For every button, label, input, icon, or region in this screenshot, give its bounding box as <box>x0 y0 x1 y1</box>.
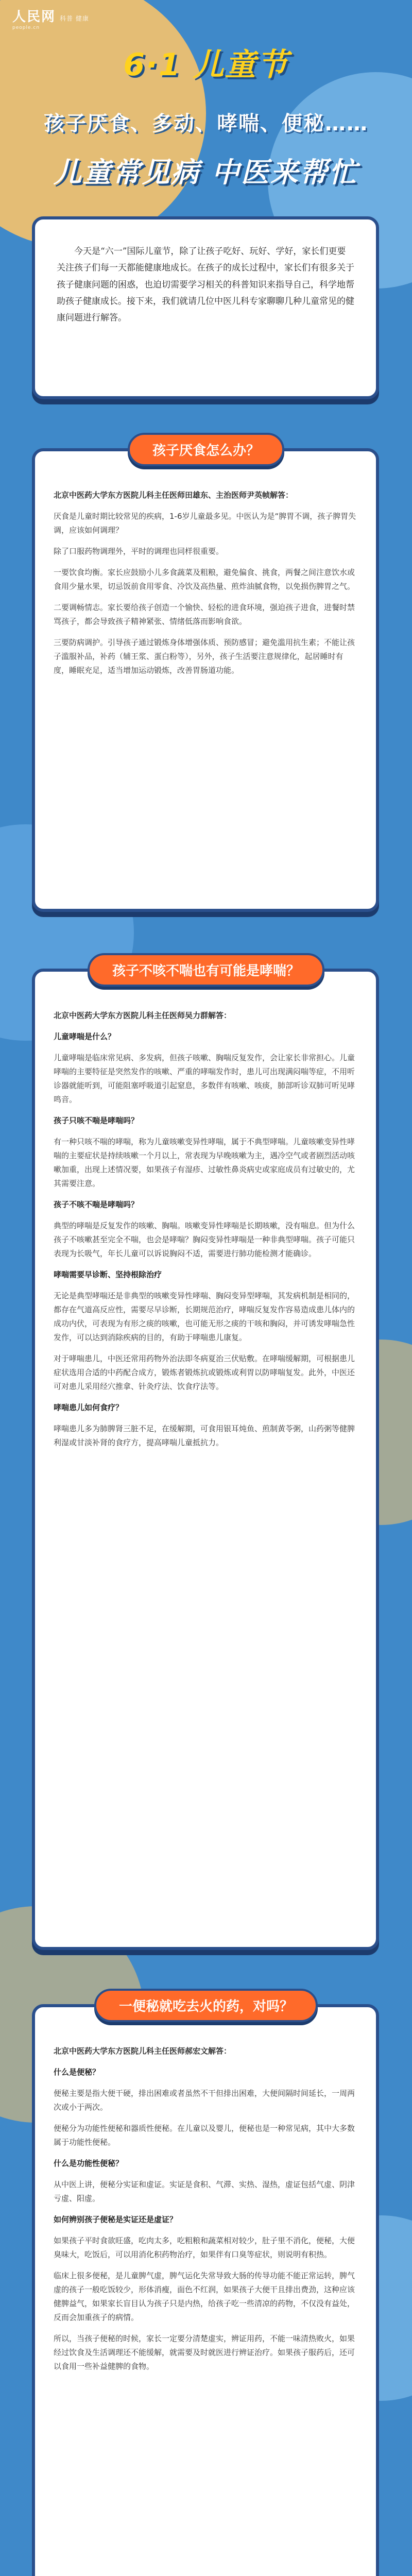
section-paragraph: 便秘主要是指大便干硬，排出困难或者虽然不干但排出困难，大便间隔时间延长，一周两次或小于两次。 <box>54 2089 355 2112</box>
section-paragraph: 一要饮食均衡。家长应鼓励小儿多食蔬菜及粗粮，避免偏食、挑食，两餐之间注意饮水或食用少量水果，切忌饭前食用零食、冷饮及高热量、煎炸油腻食物，以免损伤脾胃之气。 <box>54 568 355 591</box>
section-paragraph: 典型的哮喘是反复发作的咳嗽、胸喘。咳嗽变异性哮喘是长期咳嗽，没有喘息。但为什么孩子不咳嗽甚至完全不喘，也会是哮喘？胸闷变异性哮喘是一种非典型哮喘。孩子可能只表现为长吸气，年长儿童可以诉说胸闷不适，需要进行肺功能检测才能确诊。 <box>54 1221 355 1258</box>
section-question: 如何辨别孩子便秘是实证还是虚证？ <box>54 2215 178 2224</box>
section-paragraph: 如果孩子平时食欲旺盛，吃肉太多，吃粗粮和蔬菜相对较少，肚子里不消化，便秘，大便臭味大，吃饭后，可以用消化积药物治疗，如果伴有口臭等症状，则说明有积热。 <box>54 2236 355 2259</box>
section-card <box>32 2004 379 2576</box>
section-title: 孩子不咳不喘也有可能是哮喘？ <box>88 953 324 987</box>
section-title: 一便秘就吃去火的药，对吗？ <box>94 1989 318 2022</box>
section-paragraph: 对于哮喘患儿，中医还常用药物外治法即冬病夏治三伏贴敷。在哮喘缓解期，可根据患儿症状选用合适的中药配合成方，锻炼者锻炼抗或锻炼或利胃以防哮喘复发。此外，中医还可对患儿采用经穴推拿、针灸疗法、饮食疗法等。 <box>54 1354 355 1391</box>
section-paragraph: 厌食是儿童时期比较常见的疾病，1-6岁儿童最多见。中医认为是“脾胃不调，孩子脾胃失调，应该如何调理？ <box>54 512 356 535</box>
section-question: 哮喘患儿如何食疗？ <box>54 1403 124 1412</box>
section-question: 儿童哮喘是什么？ <box>54 1032 116 1041</box>
logo-extra-text: 科普 健康 <box>60 15 89 22</box>
section-paragraph: 哮喘患儿多为肺脾肾三脏不足，在缓解期，可食用银耳炖鱼、煎制黄苓粥，山药粥等健脾利湿或甘淡补肾的食疗方，提高哮喘儿童抵抗力。 <box>54 1424 355 1447</box>
logo-sub-text: people.cn <box>12 25 40 30</box>
section-title: 孩子厌食怎么办？ <box>128 433 284 466</box>
section-source: 北京中医药大学东方医院儿科主任医师田雄东、主治医师尹英帧解答： <box>54 490 294 500</box>
intro-card <box>32 216 379 399</box>
section-paragraph: 无论是典型哮喘还是非典型的咳嗽变异性哮喘、胸闷变异型哮喘，其发病机制是相同的，都存在气道高反应性，需要尽早诊断，长期规范治疗，哮喘反复发作容易造成患儿体内的成功内伏，可表现为有形之痰的咳嗽，也可能无形之痰的干咳和胸闷，并可诱发哮喘急性发作，可以达到消除疾病的目的，有助于哮喘患儿康复。 <box>54 1291 355 1342</box>
section-card <box>32 448 379 912</box>
section-source: 北京中医药大学东方医院儿科主任医师吴力群解答： <box>54 1011 232 1020</box>
brand-logo <box>12 6 89 30</box>
section-paragraph: 从中医上讲，便秘分实证和虚证。实证是食积、气滞、实热、湿热，虚证包括气虚、阴津亏虚、阳虚。 <box>54 2180 355 2203</box>
section-source: 北京中医药大学东方医院儿科主任医师郝宏文解答： <box>54 2046 232 2056</box>
section-paragraph: 三要防病调护。引导孩子通过锻炼身体增强体质、预防感冒；避免滥用抗生素；不能让孩子滥服补品，补药（辅王浆、蛋白粉等），另外，孩子生活要注意规律化，起居睡时有度，睡眠充足，适当增加运动锻炼，改善胃肠道功能。 <box>54 638 355 675</box>
section-question: 孩子只咳不喘是哮喘吗？ <box>54 1116 139 1125</box>
section-card <box>32 969 379 1950</box>
section-paragraph: 除了口服药物调理外，平时的调理也同样很重要。 <box>54 547 224 556</box>
section-question: 哮喘需要早诊断、坚持根除治疗 <box>54 1270 162 1279</box>
section-paragraph: 二要调畅情志。家长要给孩子创造一个愉快、轻松的进食环境，强迫孩子进食，进餐时禁骂孩子，都会导致孩子精神紧张、情绪低落而影响食欲。 <box>54 603 355 626</box>
hero-subtitle: 孩子厌食、多动、哮喘、便秘…… <box>44 112 368 135</box>
hero-title: 6·1 儿童节 <box>123 47 289 83</box>
section-paragraph: 临床上很多便秘，是儿童脾气虚，脾气运化失常导致大肠的传导功能不能正常运转，脾气虚的孩子一般吃饭较少，形体消瘦，面色不红润，如果孩子大便干且排出费劲，这种应该健脾益气，如果家长盲目认为孩子只是内热，给孩子吃一些清凉的药物，不仅没有益处，反而会加重孩子的病情。 <box>54 2271 355 2322</box>
logo-main-text: 人民网 <box>12 9 56 25</box>
section-question: 孩子不咳不喘是哮喘吗？ <box>54 1200 139 1209</box>
section-question: 什么是功能性便秘？ <box>54 2159 124 2168</box>
section-paragraph: 有一种只咳不喘的哮喘，称为儿童咳嗽变异性哮喘，属于不典型哮喘。儿童咳嗽变异性哮喘的主要症状是持续咳嗽一个月以上，常表现为早晚咳嗽为主，遇冷空气或者剧烈活动咳嗽加重，出现上述情况要，如果孩子有湿疹、过敏性鼻炎病史或家庭成员有过敏史的，尤其需要注意。 <box>54 1137 355 1188</box>
section-paragraph: 儿童哮喘是临床常见病、多发病，但孩子咳嗽、胸喘反复发作，会让家长非常担心。儿童哮喘的主要特征是突然发作的咳嗽、严重的哮喘发作时，患儿可出现满闷喘等症，不用听诊器就能听到，可能阻塞呼吸道引起窒息，多数伴有咳嗽、咳痰，肺部听诊双肺可听见哮鸣音。 <box>54 1053 355 1104</box>
top-bar <box>0 0 412 36</box>
intro-text: 今天是“六一”国际儿童节，除了让孩子吃好、玩好、学好，家长们更要关注孩子们每一天都能健康地成长。在孩子的成长过程中，家长们有很多关于孩子健康问题的困惑，也迫切需要学习相关的科普知识来指导自己，科学地帮助孩子健康成长。接下来，我们就请几位中医儿科专家聊聊几种儿童常见的健康问题进行解答。 <box>57 246 354 324</box>
section-paragraph: 所以，当孩子便秘的时候，家长一定要分清楚虚实，辨证用药，不能一味清热败火，如果经过饮食及生活调理还不能缓解，就需要及时就医进行辨证治疗。如果孩子服药后，还可以食用一些补益健脾的食物。 <box>54 2334 355 2371</box>
hero-headline: 儿童常见病 中医来帮忙 <box>54 156 358 189</box>
section-question: 什么是便秘？ <box>54 2067 100 2077</box>
section-paragraph: 便秘分为功能性便秘和器质性便秘。在儿童以及婴儿，便秘也是一种常见病，其中大多数属于功能性便秘。 <box>54 2124 355 2147</box>
